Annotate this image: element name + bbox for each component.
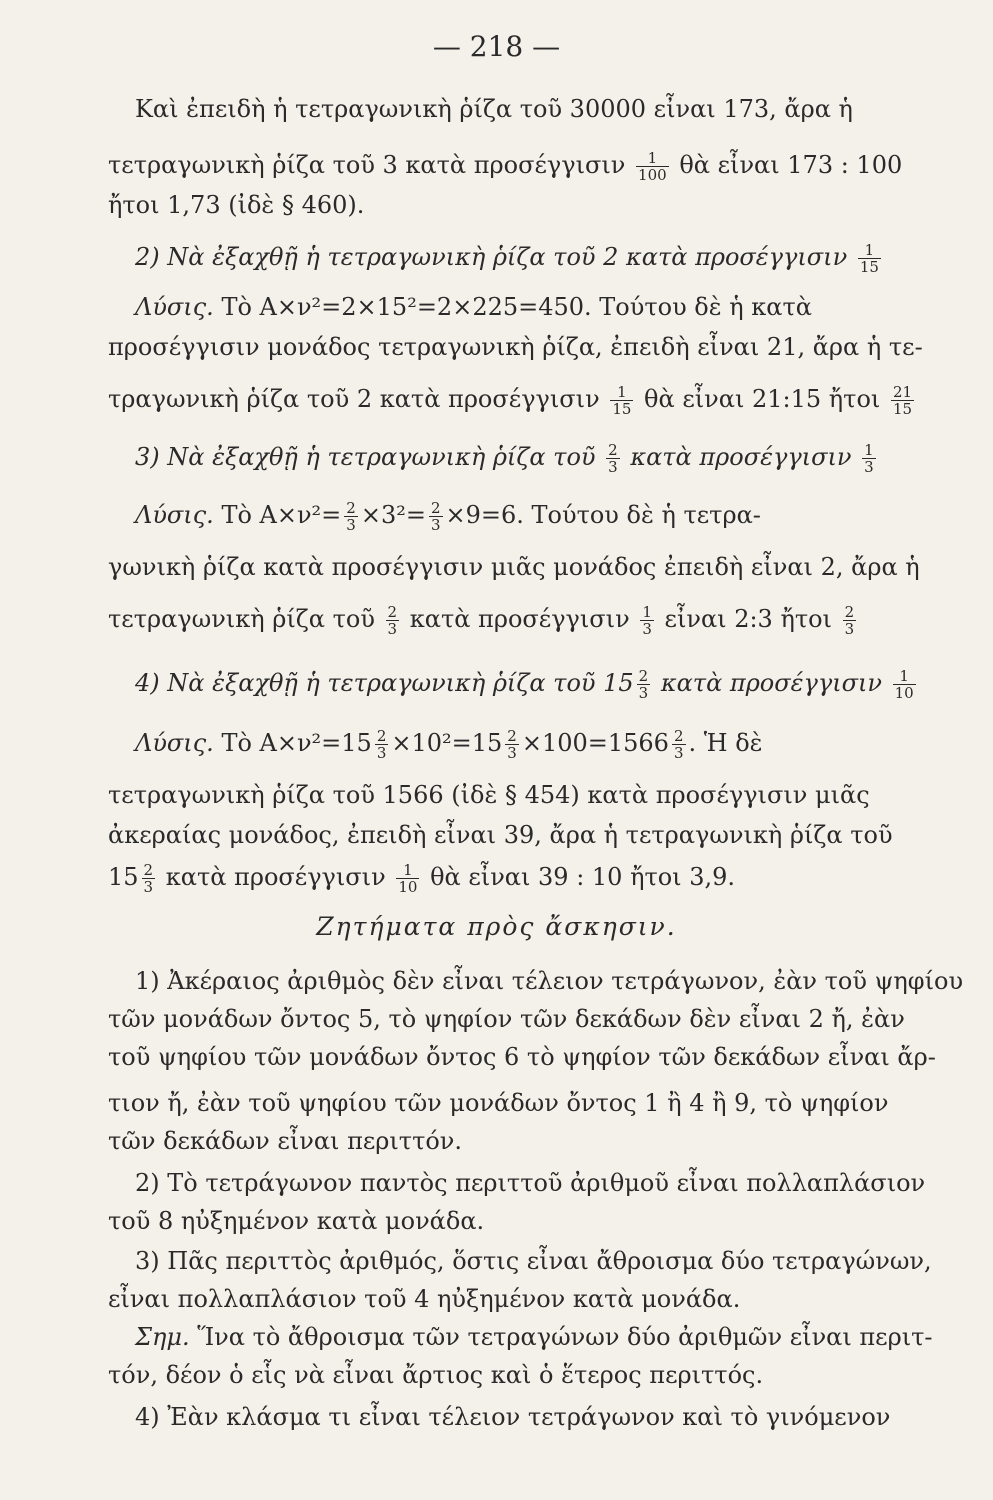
text-line bbox=[108, 1040, 948, 1074]
fraction bbox=[344, 500, 358, 533]
numerator: 2 bbox=[638, 667, 649, 685]
denominator: 3 bbox=[638, 684, 649, 702]
text-line bbox=[108, 1282, 948, 1316]
text-line bbox=[108, 92, 948, 126]
numerator: 2 bbox=[673, 727, 684, 745]
fraction bbox=[891, 384, 914, 417]
numerator: 2 bbox=[143, 861, 154, 879]
fraction bbox=[505, 728, 519, 761]
text-span: ×9=6. Τούτου δὲ ἡ τετρα- bbox=[445, 501, 761, 529]
numerator: 2 bbox=[430, 499, 441, 517]
text-line bbox=[108, 550, 948, 584]
numerator: 1 bbox=[864, 441, 874, 459]
denominator: 3 bbox=[844, 620, 855, 638]
denominator: 3 bbox=[430, 516, 441, 534]
problem-heading: 3) Νὰ ἐξαχθῇ ἡ τετραγωνικὴ ῥίζα τοῦ bbox=[135, 443, 596, 471]
numerator: 21 bbox=[892, 383, 913, 401]
denominator: 3 bbox=[143, 878, 154, 896]
denominator: 100 bbox=[638, 166, 667, 184]
text-span: ×3²= bbox=[360, 501, 426, 529]
denominator: 3 bbox=[642, 620, 652, 638]
text-line bbox=[108, 498, 948, 533]
denominator: 15 bbox=[859, 258, 879, 276]
text-line bbox=[108, 440, 948, 475]
numerator: 1 bbox=[610, 384, 633, 401]
text-span: ×10²=15 bbox=[391, 729, 503, 757]
text-span: τοῦ ψηφίου τῶν μονάδων ὄντος 6 τὸ ψηφίον τῶν δεκάδων εἶναι ἄρ- bbox=[108, 1043, 936, 1071]
fraction bbox=[843, 604, 857, 637]
numerator: 2 bbox=[507, 727, 517, 745]
text-span: τετραγωνικὴ ῥίζα τοῦ bbox=[108, 605, 375, 633]
numerator: 1 bbox=[893, 668, 916, 685]
text-span: προσέγγισιν μονάδος τετραγωνικὴ ῥίζα, ἐπειδὴ εἶναι 21, ἄρα ἡ τε- bbox=[108, 333, 923, 361]
text-line bbox=[108, 602, 948, 637]
text-span: τραγωνικὴ ῥίζα τοῦ 2 κατὰ προσέγγισιν bbox=[108, 385, 600, 413]
denominator: 10 bbox=[894, 684, 914, 702]
solution-label: Λύσις. bbox=[135, 501, 214, 529]
solution-label: Λύσις. bbox=[135, 293, 214, 321]
text-line bbox=[108, 1400, 948, 1434]
fraction bbox=[637, 668, 651, 701]
text-line bbox=[108, 860, 948, 895]
problem-heading: κατὰ προσέγγισιν bbox=[660, 669, 882, 697]
text-line bbox=[108, 964, 964, 998]
text-span: Τὸ A×ν²= bbox=[221, 501, 342, 529]
text-span: 15 bbox=[108, 863, 139, 891]
denominator: 10 bbox=[398, 878, 418, 896]
text-line bbox=[108, 726, 948, 761]
text-line bbox=[108, 818, 948, 852]
text-line bbox=[108, 330, 948, 364]
fraction bbox=[142, 862, 156, 895]
text-span: Τὸ A×ν²=2×15²=2×225=450. Τούτου δὲ ἡ κατὰ bbox=[221, 293, 812, 321]
text-span: τιον ἤ, ἐὰν τοῦ ψηφίου τῶν μονάδων ὄντος 1 ἢ 4 ἢ 9, τὸ ψηφίον bbox=[108, 1089, 889, 1117]
text-line bbox=[108, 382, 948, 417]
text-span: ×100=1566 bbox=[521, 729, 669, 757]
text-span: 1) Ἀκέραιος ἀριθμὸς δὲν εἶναι τέλειον τετράγωνον, ἐὰν τοῦ ψηφίου bbox=[135, 967, 964, 995]
numerator: 2 bbox=[376, 727, 387, 745]
text-line bbox=[108, 1204, 948, 1238]
denominator: 3 bbox=[346, 516, 356, 534]
text-span: θὰ εἶναι 21:15 ἤτοι bbox=[644, 385, 881, 413]
text-span: Ἵνα τὸ ἄθροισμα τῶν τετραγώνων δύο ἀριθμῶν εἶναι περιτ- bbox=[197, 1323, 933, 1351]
text-span: θὰ εἶναι 39 : 10 ἤτοι 3,9. bbox=[430, 863, 736, 891]
section-title: Ζητήματα πρὸς ἄσκησιν. bbox=[316, 912, 677, 941]
fraction bbox=[640, 604, 654, 637]
problem-heading: κατὰ προσέγγισιν bbox=[630, 443, 852, 471]
numerator: 1 bbox=[396, 862, 419, 879]
numerator: 2 bbox=[608, 441, 618, 459]
numerator: 2 bbox=[387, 603, 398, 621]
text-span: τετραγωνικὴ ῥίζα τοῦ 1566 (ἰδὲ § 454) κατὰ προσέγγισιν μιᾶς bbox=[108, 781, 870, 809]
fraction bbox=[606, 442, 620, 475]
denominator: 3 bbox=[864, 458, 874, 476]
fraction bbox=[375, 728, 389, 761]
text-span: τῶν δεκάδων εἶναι περιττόν. bbox=[108, 1127, 463, 1155]
text-line bbox=[108, 290, 948, 324]
page-number: — 218 — bbox=[432, 30, 561, 63]
text-span: . Ἡ δὲ bbox=[688, 729, 763, 757]
text-line bbox=[108, 148, 948, 183]
text-span: θὰ εἶναι 173 : 100 bbox=[679, 151, 903, 179]
text-line bbox=[108, 1166, 948, 1200]
text-line bbox=[108, 1244, 948, 1278]
text-span: Καὶ ἐπειδὴ ἡ τετραγωνικὴ ῥίζα τοῦ 30000 εἶναι 173, ἄρα ἡ bbox=[135, 95, 853, 123]
text-span: κατὰ προσέγγισιν bbox=[165, 863, 386, 891]
text-line bbox=[108, 666, 948, 701]
text-span: τετραγωνικὴ ῥίζα τοῦ 3 κατὰ προσέγγισιν bbox=[108, 151, 626, 179]
denominator: 3 bbox=[387, 620, 398, 638]
problem-heading: 4) Νὰ ἐξαχθῇ ἡ τετραγωνικὴ ῥίζα τοῦ 15 bbox=[135, 669, 634, 697]
numerator: 1 bbox=[858, 242, 881, 259]
text-span: γωνικὴ ῥίζα κατὰ προσέγγισιν μιᾶς μονάδος ἐπειδὴ εἶναι 2, ἄρα ἡ bbox=[108, 553, 920, 581]
text-line bbox=[108, 1320, 948, 1354]
fraction bbox=[893, 668, 916, 701]
fraction bbox=[862, 442, 876, 475]
problem-heading: 2) Νὰ ἐξαχθῇ ἡ τετραγωνικὴ ῥίζα τοῦ 2 κατὰ προσέγγισιν bbox=[135, 243, 848, 271]
numerator: 1 bbox=[636, 150, 669, 167]
text-line bbox=[108, 1086, 948, 1120]
text-line bbox=[108, 240, 948, 275]
text-span: τόν, δέον ὁ εἷς νὰ εἶναι ἄρτιος καὶ ὁ ἕτερος περιττός. bbox=[108, 1361, 764, 1389]
text-span: τοῦ 8 ηὐξημένον κατὰ μονάδα. bbox=[108, 1207, 485, 1235]
text-span: 4) Ἐὰν κλάσμα τι εἶναι τέλειον τετράγωνον καὶ τὸ γινόμενον bbox=[135, 1403, 891, 1431]
text-span: κατὰ προσέγγισιν bbox=[409, 605, 630, 633]
text-line bbox=[108, 188, 948, 222]
fraction bbox=[396, 862, 419, 895]
numerator: 2 bbox=[844, 603, 855, 621]
numerator: 1 bbox=[642, 603, 652, 621]
denominator: 3 bbox=[376, 744, 387, 762]
text-span: 2) Τὸ τετράγωνον παντὸς περιττοῦ ἀριθμοῦ εἶναι πολλαπλάσιον bbox=[135, 1169, 926, 1197]
text-span: 3) Πᾶς περιττὸς ἀριθμός, ὅστις εἶναι ἄθροισμα δύο τετραγώνων, bbox=[135, 1247, 932, 1275]
denominator: 3 bbox=[673, 744, 684, 762]
text-line bbox=[108, 1002, 948, 1036]
note-label: Σημ. bbox=[135, 1323, 190, 1351]
solution-label: Λύσις. bbox=[135, 729, 214, 757]
denominator: 15 bbox=[612, 400, 632, 418]
fraction bbox=[386, 604, 400, 637]
text-line bbox=[108, 1124, 948, 1158]
denominator: 15 bbox=[892, 400, 913, 418]
text-span: ἤτοι 1,73 (ἰδὲ § 460). bbox=[108, 191, 365, 219]
text-line bbox=[108, 778, 948, 812]
fraction bbox=[858, 242, 881, 275]
denominator: 3 bbox=[608, 458, 618, 476]
fraction bbox=[429, 500, 443, 533]
text-span: τῶν μονάδων ὄντος 5, τὸ ψηφίον τῶν δεκάδων δὲν εἶναι 2 ἤ, ἐὰν bbox=[108, 1005, 905, 1033]
numerator: 2 bbox=[346, 499, 356, 517]
fraction bbox=[610, 384, 633, 417]
text-span: εἶναι 2:3 ἤτοι bbox=[664, 605, 832, 633]
fraction bbox=[672, 728, 686, 761]
text-span: Τὸ A×ν²=15 bbox=[221, 729, 372, 757]
fraction bbox=[636, 150, 669, 183]
denominator: 3 bbox=[507, 744, 517, 762]
text-span: ἀκεραίας μονάδος, ἐπειδὴ εἶναι 39, ἄρα ἡ τετραγωνικὴ ῥίζα τοῦ bbox=[108, 821, 893, 849]
text-span: εἶναι πολλαπλάσιον τοῦ 4 ηὐξημένον κατὰ μονάδα. bbox=[108, 1285, 741, 1313]
text-line bbox=[108, 1358, 948, 1392]
